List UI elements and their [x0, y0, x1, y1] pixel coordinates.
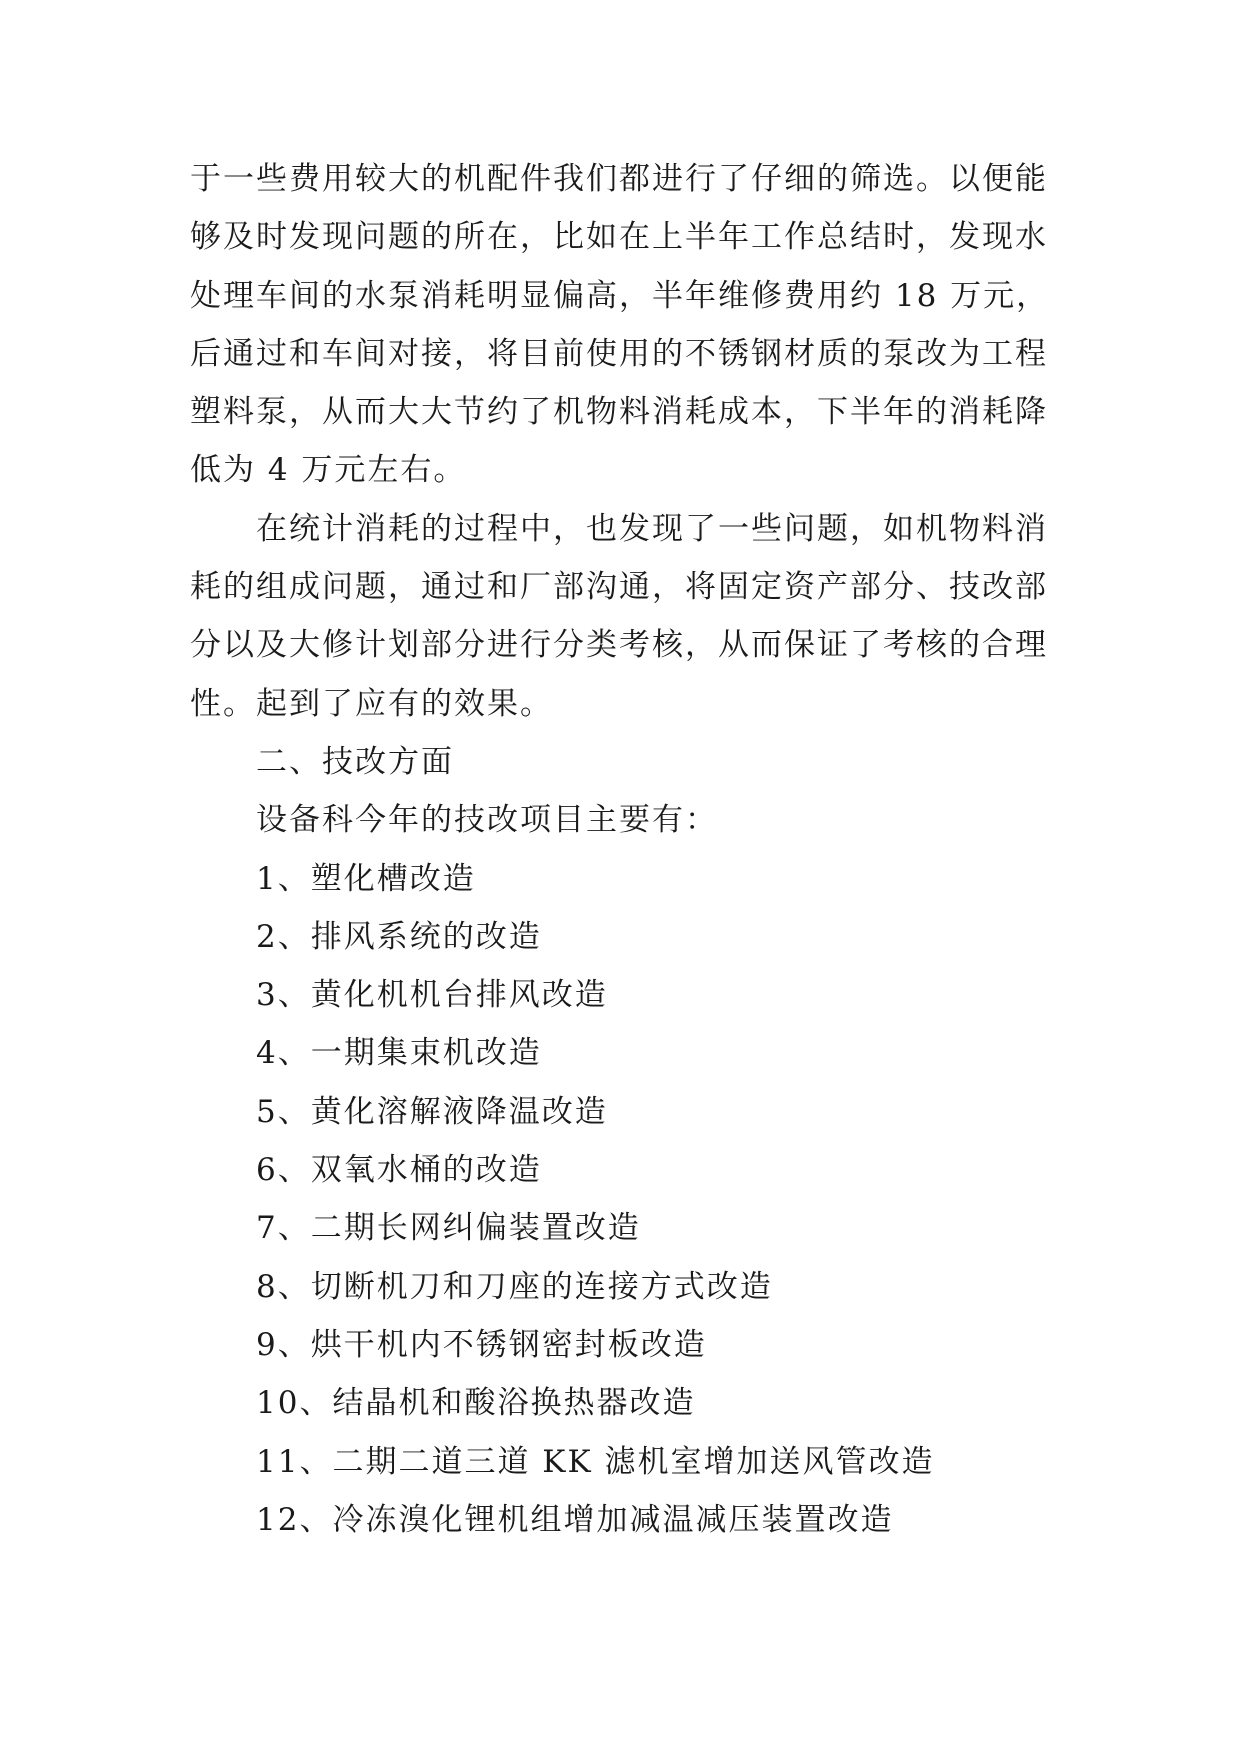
intro-text: 设备科今年的技改项目主要有：	[256, 802, 718, 839]
list-item: 8、切断机刀和刀座的连接方式改造	[256, 1268, 773, 1305]
text-line: 够及时发现问题的所在，比如在上半年工作总结时，发现水	[190, 219, 1048, 256]
list-item: 2、排风系统的改造	[256, 918, 542, 955]
text-line: 塑料泵，从而大大节约了机物料消耗成本，下半年的消耗降	[190, 394, 1048, 431]
text-line: 低为 4 万元左右。	[190, 452, 467, 489]
text-line: 后通过和车间对接，将目前使用的不锈钢材质的泵改为工程	[190, 335, 1048, 372]
paragraph-consumption-statistics	[190, 500, 1060, 733]
projects-intro	[190, 791, 1060, 849]
list-item: 4、一期集束机改造	[256, 1035, 542, 1072]
text-line: 耗的组成问题，通过和厂部沟通，将固定资产部分、技改部	[190, 569, 1048, 606]
list-item: 12、冷冻溴化锂机组增加减温减压装置改造	[256, 1501, 894, 1538]
document-page	[190, 150, 1060, 1549]
list-item: 6、双氧水桶的改造	[256, 1152, 542, 1189]
text-line: 分以及大修计划部分进行分类考核，从而保证了考核的合理	[190, 627, 1048, 664]
heading-text: 二、技改方面	[256, 743, 454, 780]
project-list	[190, 850, 1060, 1550]
text-line: 处理车间的水泵消耗明显偏高，半年维修费用约 18 万元，	[190, 277, 1050, 314]
text-line: 于一些费用较大的机配件我们都进行了仔细的筛选。以便能	[190, 161, 1048, 197]
text-line: 在统计消耗的过程中，也发现了一些问题，如机物料消	[256, 510, 1048, 547]
list-item: 9、烘干机内不锈钢密封板改造	[256, 1326, 707, 1363]
list-item: 5、黄化溶解液降温改造	[256, 1093, 608, 1130]
list-item: 1、塑化槽改造	[256, 860, 476, 897]
list-item: 11、二期二道三道 KK 滤机室增加送风管改造	[256, 1443, 935, 1480]
list-item: 10、结晶机和酸浴换热器改造	[256, 1385, 696, 1422]
paragraph-consumption-control	[190, 150, 1060, 500]
list-item: 3、黄化机机台排风改造	[256, 977, 608, 1014]
section-heading-tech-renovation	[190, 733, 1060, 791]
list-item: 7、二期长网纠偏装置改造	[256, 1210, 641, 1247]
text-line: 性。起到了应有的效果。	[190, 685, 553, 722]
